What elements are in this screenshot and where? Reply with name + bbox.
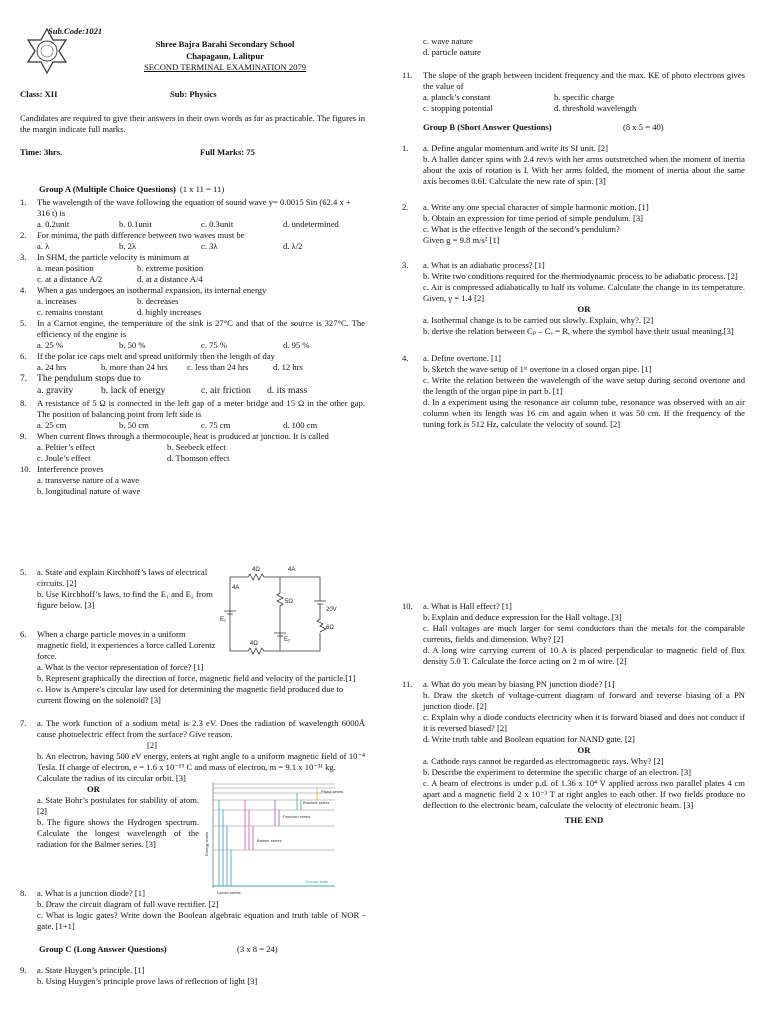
class-subject-row (20, 89, 365, 100)
subpart: a. Define overtone. [1] (423, 353, 502, 363)
option: d. λ/2 (283, 241, 303, 251)
option: a. 25 % (37, 340, 64, 350)
subpart: b. Sketch the wave setup of 1ˢᵗ overtone in a closed organ pipe. [1] (423, 364, 652, 374)
group-a-marks: (1 x 11 = 11) (179, 184, 225, 194)
subpart: a. State Bohr’s postulates for stability of atom. [2] (37, 795, 199, 816)
school-block (100, 39, 350, 74)
option: a. 24 hrs (37, 362, 67, 372)
subpart: b. Draw the sketch of voltage-current diagram of forward and reverse biasing of a PN junction diode. [2] (423, 690, 745, 711)
right-column (402, 36, 745, 825)
subpart: b. A ballet dancer spins with 2.4 rev/s with her arms outstretched when the moment of inertia about the axis of rotation is I. With her arms folded, the moment of inertia about the same axis becomes 0.6I. Calculate the new rate of spin. [3] (423, 154, 745, 186)
subpart: b. Write two conditions required for the thermodynamic process to be adiabatic process. [2] (423, 271, 738, 281)
subpart: a. Write any one special character of simple harmonic motion. [1] (423, 202, 649, 212)
subpart: d. A long wire carrying current of 10 A is placed perpendicular to magnetic field of flux density 5.0 T. Calculate the force acting on 2 m of wire. [2] (423, 645, 745, 666)
group-c-heading (39, 944, 365, 955)
subpart: d. In a experiment using the resonance air column tube, resonance was observed with an air column when its length was 16 cm and again when it was 50 cm. If the frequency of the tuning fork is 512 Hz, calculate the velocity of sound. [2] (423, 397, 745, 429)
short-q-11 (402, 679, 745, 826)
q-number: 5. (20, 567, 27, 577)
q-number: 3. (20, 252, 27, 262)
group-b-title: Group B (Short Answer Questions) (423, 122, 552, 132)
or-label: OR (577, 745, 591, 755)
option: c. 75 % (201, 340, 228, 350)
mcq-4 (20, 285, 365, 318)
label-ground: Ground state (305, 879, 329, 884)
question-text: When a gas undergoes an isothermal expansion, its internal energy (37, 285, 267, 295)
question-text: The slope of the graph between incident frequency and the max. KE of photo electrons gives the value of (423, 70, 745, 91)
subpart: a. State Huygen’s principle. [1] (37, 965, 145, 975)
full-marks-label: Full Marks: 75 (200, 147, 255, 157)
short-q-3 (402, 260, 745, 337)
option: b. specific charge (554, 92, 615, 102)
option: b. more than 24 hrs (101, 362, 168, 372)
or-label: OR (577, 304, 591, 314)
subpart: a. What do you mean by biasing PN junction diode? [1] (423, 679, 615, 689)
option: b. 50 % (119, 340, 146, 350)
mcq-10-continued (402, 36, 745, 58)
option: c. wave nature (423, 36, 473, 46)
subpart: Calculate the radius of its circular orbit. [3] (37, 773, 186, 783)
option: d. 100 cm (283, 419, 318, 430)
label-e2: E₂ (284, 637, 291, 643)
circuit-diagram (220, 563, 340, 661)
option: b. 2λ (119, 241, 137, 251)
label-r-right: 6Ω (326, 625, 334, 631)
or-label: OR (87, 784, 100, 794)
option: b. extreme position (137, 263, 204, 273)
option: d. 12 hrs (273, 362, 303, 372)
option: d. at a distance A/4 (137, 274, 203, 284)
options (37, 219, 365, 230)
subpart: b. Using Huygen’s principle prove laws of reflection of light [3] (37, 976, 258, 986)
subpart: a. Define angular momentum and write its SI unit. [2] (423, 143, 608, 153)
option: d. threshold wavelength (554, 103, 637, 113)
school-address: Chapagaun, Lalitpur (186, 50, 264, 61)
school-name: Shree Bajra Barahi Secondary School (155, 39, 295, 49)
class-label: Class: XII (20, 89, 58, 99)
short-q-1 (402, 143, 745, 187)
label-paschen: Paschen series (283, 814, 311, 819)
q-number: 4. (20, 285, 27, 295)
mcq-2 (20, 230, 365, 252)
option: a. gravity (37, 385, 74, 397)
option: c. stopping potential (423, 103, 493, 113)
label-r-top: 4Ω (252, 567, 260, 573)
q-number: 8. (20, 397, 27, 408)
label-r-mid: 5Ω (285, 599, 293, 605)
option: c. less than 24 hrs (187, 362, 249, 372)
exam-title: SECOND TERMINAL EXAMINATION 2079 (143, 62, 307, 73)
subpart: Given g = 9.8 m/s² [1] (423, 235, 500, 245)
label-i-left: 4A (232, 585, 240, 591)
option: b. 50 cm (119, 419, 149, 430)
subpart: b. Represent graphically the direction of force, magnetic field and velocity of the particle.[1] (37, 673, 356, 683)
marks: [2] (147, 740, 158, 750)
mcq-10 (20, 464, 365, 497)
mcq-5 (20, 318, 365, 351)
mcq-7 (20, 373, 365, 398)
question-text: In a Carnot engine, the temperature of the sink is 27°C and that of the source is 327°C. The efficiency of the engine is (37, 318, 365, 339)
q-number: 8. (20, 888, 27, 898)
question-text: A resistance of 5 Ω is connected in the left gap of a meter bridge and 15 Ω in the other gap. The position of balancing point from left side is (37, 397, 365, 419)
options (37, 340, 365, 351)
hydrogen-spectrum-diagram (204, 778, 344, 896)
subpart: c. Write the relation between the wavelength of the wave setup during second overtone and the length of the organ pipe in part b. [1] (423, 375, 745, 396)
options (37, 442, 365, 464)
subpart: b. An electron, having 500 eV energy, enters at right angle to a uniform magnetic field of 10⁻⁴ Tesla. If charge of electron, e = 1.6 x 10⁻¹⁹ C and mass of electron, m = 9.1 x 10⁻³¹ kg. (37, 751, 365, 772)
group-b-right-lower (402, 601, 745, 826)
q-number: 7. (20, 373, 28, 384)
subpart: b. Draw the circuit diagram of full wave rectifier. [2] (37, 899, 219, 909)
option: a. 0.2unit (37, 219, 70, 229)
options (37, 296, 365, 318)
the-end: THE END (564, 815, 604, 825)
mcq-9 (20, 431, 365, 464)
option: a. mean position (37, 263, 94, 273)
mcq-11 (402, 70, 745, 114)
subpart: c. What is logic gates? Write down the Boolean algebraic equation and truth table of NOR -gate. [1+1] (37, 910, 365, 931)
subpart: a. What is an adiabatic process? [1] (423, 260, 545, 270)
options (37, 241, 365, 252)
option: d. particle nature (423, 47, 481, 57)
subpart: a. The work function of a sodium metal is 2.3 eV. Does the radiation of wavelength 6000Å cause photoelectric effect from the surface? Give reason. (37, 718, 365, 739)
subpart: a. What is Hall effect? [1] (423, 601, 512, 611)
q-number: 6. (20, 351, 27, 361)
option: b. Seebeck effect (167, 441, 226, 452)
option: a. planck’s constant (423, 92, 491, 102)
subpart: b. The figure shows the Hydrogen spectrum. Calculate the longest wavelength of the radiation for the Balmer series. [3] (37, 817, 199, 849)
question-text: Interference proves (37, 463, 104, 474)
option: a. increases (37, 296, 77, 306)
option: a. λ (37, 241, 50, 251)
option: c. 75 cm (201, 419, 231, 430)
label-balmer: Balmer series (257, 838, 282, 843)
q-number: 10. (402, 601, 413, 611)
option: b. 0.1unit (119, 219, 152, 229)
time-marks-row (20, 147, 365, 158)
option: a. 25 cm (37, 419, 67, 430)
group-a-heading (39, 184, 365, 195)
option: a. Peltier’s effect (37, 441, 96, 452)
q-number: 2. (402, 202, 409, 212)
options (37, 362, 365, 373)
q-number: 1. (20, 197, 27, 207)
subpart: b. derive the relation between Cₚ – Cᵥ = R, where the symbol have their usual meaning.[3] (423, 326, 734, 336)
question-text: When current flows through a thermocouple, heat is produced at junction. It is called (37, 430, 329, 441)
option: b. lack of energy (101, 385, 166, 397)
left-column (20, 22, 365, 986)
mcq-6 (20, 351, 365, 373)
label-i-top: 4A (288, 567, 296, 573)
subpart: b. Explain and deduce expression for the Hall voltage. [3] (423, 612, 622, 622)
group-c-title: Group C (Long Answer Questions) (39, 944, 167, 954)
mcq-8 (20, 398, 365, 431)
option: c. at a distance A/2 (37, 274, 103, 284)
subpart: c. A beam of electrons is under p.d. of 1.36 x 10⁴ V applied across two parallel plates 4 cm apart and a magnetic field 2 x 10⁻³ T at right angles to each other. If two fields produce no deflection to the electronic beam, calculate the velocity of electronic beam. [3] (423, 778, 745, 810)
subpart: When a charge particle moves in a uniform magnetic field, it experiences a force called Lorentz force. (37, 629, 216, 661)
options (37, 420, 365, 431)
subpart: a. Cathode rays cannot be regarded as electromagnetic rays. Why? [2] (423, 756, 664, 766)
q-number: 9. (20, 965, 27, 975)
time-label: Time: 3hrs. (20, 147, 63, 157)
mcq-1 (20, 197, 365, 230)
instructions: Candidates are required to give their answers in their own words as far as practicable. The figures in the margin indicate full marks. (20, 113, 365, 134)
sub-code: Sub.Code:1021 (48, 26, 103, 36)
options (37, 385, 365, 397)
q-number: 6. (20, 629, 27, 639)
label-axis: Energy levels (204, 831, 209, 856)
option: c. air friction (201, 385, 251, 397)
option: c. Joule’s effect (37, 452, 91, 463)
long-q-9 (20, 965, 365, 987)
subpart: d. Write truth table and Boolean equation for NAND gate. [2] (423, 734, 635, 744)
label-brackett: Brackett series (303, 800, 330, 805)
subject-label: Sub: Physics (170, 89, 217, 99)
option: b. longitudinal nature of wave (37, 485, 141, 496)
q-number: 3. (402, 260, 409, 270)
label-lyman: Lyman series (217, 890, 241, 895)
group-c-marks: (3 x 8 = 24) (237, 944, 278, 954)
label-e1: E₁ (220, 617, 227, 623)
short-q-4 (402, 353, 745, 430)
options (423, 92, 745, 114)
q-number: 11. (402, 679, 413, 689)
label-pfund: Pfund series (321, 789, 344, 794)
q-number: 1. (402, 143, 409, 153)
question-text: For minima, the path difference between two waves must be (37, 230, 245, 240)
subpart: a. Isothermal change is to be carried out slowly. Explain, why?. [2] (423, 315, 654, 325)
subpart: b. Use Kirchhoff’s laws, to find the E₁ and E₂ from figure below. [3] (37, 589, 213, 610)
option: d. undetermined (283, 219, 339, 229)
subpart: c. What is the effective length of the second’s pendulum? (423, 224, 620, 234)
subpart: c. Hall voltages are much larger for semi conductors than the metals for the comparable currents, fields and dimension. Why? [2] (423, 623, 745, 644)
group-b-heading (423, 122, 745, 133)
label-r-bottom: 4Ω (250, 641, 258, 647)
options (37, 263, 365, 285)
q-number: 4. (402, 353, 409, 363)
group-a-title: Group A (Multiple Choice Questions) (39, 184, 176, 194)
option: d. its mass (267, 385, 308, 397)
q-number: 2. (20, 230, 27, 240)
question-text: In SHM, the particle velocity is minimum at (37, 252, 190, 262)
group-b-left (20, 567, 365, 987)
q-number: 11. (402, 70, 413, 80)
question-text: The wavelength of the wave following the equation of sound wave y= 0.0015 Sin (62.4 x + 316 t) is (37, 197, 351, 218)
option: c. remains constant (37, 307, 104, 317)
short-q-10 (402, 601, 745, 667)
subpart: c. Air is compressed adiabatically to half its volume. Calculate the change in its temperature. Given, γ = 1.4 [2] (423, 282, 745, 303)
q-number: 9. (20, 430, 27, 441)
label-voltage: 20V (326, 607, 337, 613)
option: d. Thomson effect (167, 452, 230, 463)
exam-header (20, 22, 365, 82)
q-number: 5. (20, 318, 27, 328)
question-text: The pendulum stops due to (37, 373, 141, 384)
q-number: 7. (20, 718, 27, 728)
subpart: a. State and explain Kirchhoff’s laws of electrical circuits. [2] (37, 567, 208, 588)
subpart: b. Obtain an expression for time period of simple pendulum. [3] (423, 213, 644, 223)
option: b. decreases (137, 296, 179, 306)
subpart: a. What is the vector representation of force? [1] (37, 662, 204, 672)
option: d. 95 % (283, 340, 310, 350)
group-b-marks: (8 x 5 = 40) (623, 122, 664, 132)
mcq-3 (20, 252, 365, 285)
short-q-2 (402, 202, 745, 246)
option: d. highly increases (137, 307, 202, 317)
subpart: c. How is Ampere’s circular law used for determining the magnetic field produced due to current flowing on the solenoid? [3] (37, 684, 344, 705)
subpart: b. Describe the experiment to determine the specific charge of an electron. [3] (423, 767, 692, 777)
question-text: If the polar ice caps melt and spread uniformly then the length of day (37, 351, 275, 361)
option: a. transverse nature of a wave (37, 474, 140, 485)
q-number: 10. (20, 463, 31, 474)
subpart: c. Explain why a diode conducts electricity when it is forward biased and does not conduct if it is reversed biased? [2] (423, 712, 745, 733)
option: c. 0.3unit (201, 219, 234, 229)
subpart: a. What is a junction diode? [1] (37, 888, 145, 898)
option: c. 3λ (201, 241, 218, 251)
